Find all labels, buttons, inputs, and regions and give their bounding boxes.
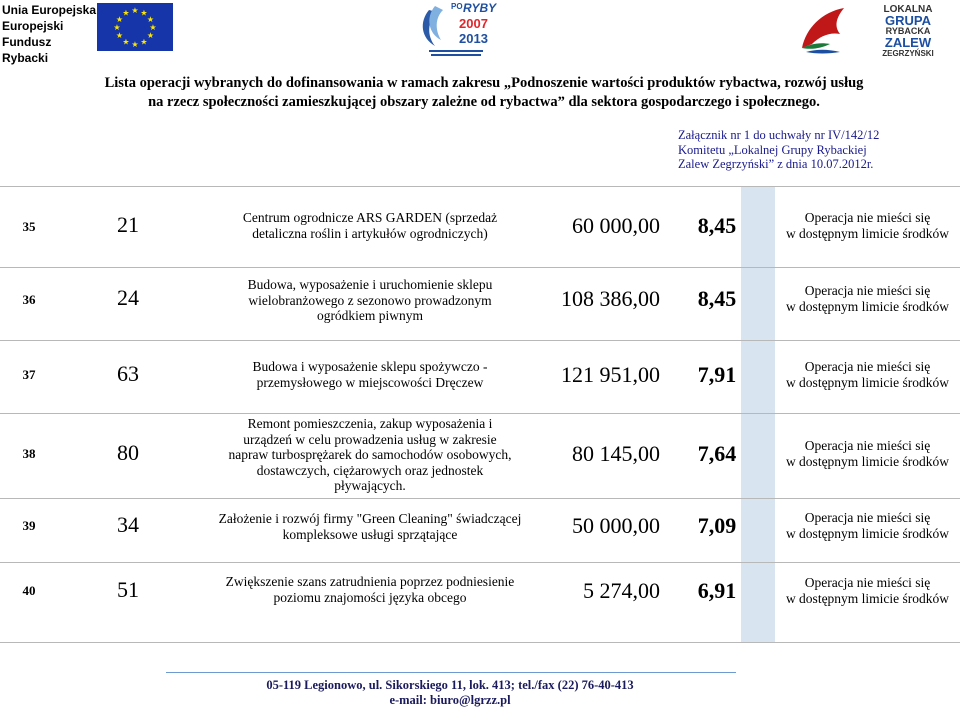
description-line: pływających. <box>334 478 406 493</box>
row-description <box>195 511 545 542</box>
status-line: w dostępnym limicie środków <box>785 526 950 541</box>
description-line: Zwiększenie szans zatrudnienia poprzez podniesienie <box>225 574 515 589</box>
po-ryby-po: PO <box>451 2 463 11</box>
status-line: w dostępnym limicie środków <box>785 226 950 241</box>
description-line: ogródkiem piwnym <box>316 308 424 323</box>
description-line: Założenie i rozwój firmy "Green Cleaning" świadczącej <box>218 511 522 526</box>
footer-email: e-mail: biuro@lgrzz.pl <box>389 693 511 707</box>
row-lp: 38 <box>22 446 36 461</box>
row-description <box>195 210 545 241</box>
footer-address: 05-119 Legionowo, ul. Sikorskiego 11, lok. 413; tel./fax (22) 76-40-413 <box>266 678 634 692</box>
svg-text:★: ★ <box>115 31 124 40</box>
description-line: przemysłowego w miejscowości Dręczew <box>256 374 484 390</box>
eu-fund-label <box>2 2 100 65</box>
po-ryby-year-end: 2013 <box>459 31 488 46</box>
row-application-number: 63 <box>117 361 139 386</box>
row-points: 7,91 <box>697 362 737 387</box>
row-status <box>775 359 960 391</box>
eu-flag-logo <box>97 3 173 51</box>
title-line-2: na rzecz społeczności zamieszkującej obszary zależne od rybactwa” dla sektora gospodarczego i społecznego. <box>148 94 820 110</box>
row-divider <box>0 642 960 643</box>
description-line: Remont pomieszczenia, zakup wyposażenia i <box>247 416 493 431</box>
description-line: wielobranżowego z sezonowo prowadzonym <box>248 292 492 308</box>
status-line: Operacja nie mieści się <box>804 510 931 525</box>
attachment-line-3: Zalew Zegrzyński” z dnia 10.07.2012r. <box>678 157 874 171</box>
status-line: w dostępnym limicie środków <box>785 299 950 314</box>
status-line: Operacja nie mieści się <box>804 283 931 298</box>
lgr-logo-text <box>858 4 958 58</box>
row-lp: 36 <box>22 292 36 307</box>
row-application-number: 24 <box>117 285 139 310</box>
attachment-line-1: Załącznik nr 1 do uchwały nr IV/142/12 <box>678 128 880 142</box>
svg-text:★: ★ <box>113 23 121 32</box>
row-amount: 5 274,00 <box>583 578 660 603</box>
po-ryby-year-start: 2007 <box>459 16 488 31</box>
points-column-shading <box>741 186 775 642</box>
title-line-1: Lista operacji wybranych do dofinansowania w ramach zakresu „Podnoszenie wartości produktów rybactwa, rozwój usług <box>104 75 864 91</box>
row-status <box>775 210 960 242</box>
svg-text:★: ★ <box>149 23 157 32</box>
eu-text-line-2: Europejski <box>2 19 64 33</box>
svg-text:★: ★ <box>140 8 148 18</box>
description-line: dostawczych, ciężarowych oraz jednostek <box>256 462 484 478</box>
description-line: poziomu znajomości języka obcego <box>273 589 467 605</box>
row-points: 6,91 <box>697 578 737 603</box>
row-points: 7,64 <box>697 441 737 466</box>
svg-text:★: ★ <box>131 40 139 49</box>
description-line: napraw turbosprężarek do samochodów osobowych, <box>228 447 512 462</box>
row-divider <box>0 186 960 187</box>
status-line: w dostępnym limicie środków <box>785 591 950 606</box>
row-application-number: 21 <box>117 212 139 237</box>
description-line: Budowa i wyposażenie sklepu spożywczo - <box>252 359 488 374</box>
status-line: w dostępnym limicie środków <box>785 375 950 390</box>
row-divider <box>0 562 960 563</box>
lgr-fish-logo <box>796 4 852 56</box>
row-status <box>775 575 960 607</box>
svg-text:★: ★ <box>140 37 148 47</box>
description-line: urządzeń w celu prowadzenia usług w zakresie <box>243 431 497 447</box>
row-lp: 40 <box>22 583 36 598</box>
po-ryby-brand: RYBY <box>463 1 497 15</box>
row-amount: 108 386,00 <box>561 286 660 311</box>
lgr-text-5: ZEGRZYŃSKI <box>882 49 934 58</box>
svg-text:★: ★ <box>122 8 130 18</box>
description-line: kompleksowe usługi sprzątające <box>282 526 458 542</box>
status-line: w dostępnym limicie środków <box>785 454 950 469</box>
row-amount: 121 951,00 <box>561 362 660 387</box>
row-description <box>195 359 545 390</box>
row-amount: 50 000,00 <box>572 513 660 538</box>
svg-text:★: ★ <box>122 37 130 47</box>
row-amount: 60 000,00 <box>572 213 660 238</box>
row-status <box>775 438 960 470</box>
description-line: Budowa, wyposażenie i uruchomienie sklepu <box>247 277 493 292</box>
row-application-number: 34 <box>117 512 139 537</box>
row-lp: 37 <box>22 367 36 382</box>
lgr-text-2: GRUPA <box>885 13 931 28</box>
status-line: Operacja nie mieści się <box>804 575 931 590</box>
lgr-text-3: RYBACKA <box>885 26 931 36</box>
row-points: 7,09 <box>697 513 737 538</box>
row-amount: 80 145,00 <box>572 441 660 466</box>
row-points: 8,45 <box>697 213 737 238</box>
row-divider <box>0 340 960 341</box>
row-description <box>195 574 545 605</box>
status-line: Operacja nie mieści się <box>804 359 931 374</box>
row-divider <box>0 267 960 268</box>
svg-text:★: ★ <box>146 15 155 24</box>
row-application-number: 51 <box>117 577 139 602</box>
lgr-text-1: LOKALNA <box>883 4 933 15</box>
lgr-text-4: ZALEW <box>884 35 932 50</box>
status-line: Operacja nie mieści się <box>804 438 931 453</box>
row-divider <box>0 413 960 414</box>
footer-divider <box>166 672 736 673</box>
svg-text:★: ★ <box>146 31 155 40</box>
eu-text-line-1: Unia Europejska <box>2 3 97 17</box>
row-points: 8,45 <box>697 286 737 311</box>
description-line: Centrum ogrodnicze ARS GARDEN (sprzedaż <box>242 210 498 225</box>
svg-text:★: ★ <box>115 15 124 24</box>
attachment-note <box>678 128 908 172</box>
row-status <box>775 283 960 315</box>
row-description <box>195 416 545 494</box>
svg-text:★: ★ <box>131 6 139 15</box>
row-description <box>195 277 545 324</box>
status-line: Operacja nie mieści się <box>804 210 931 225</box>
row-divider <box>0 498 960 499</box>
attachment-line-2: Komitetu „Lokalnej Grupy Rybackiej <box>678 142 867 157</box>
po-ryby-logo <box>415 0 499 58</box>
eu-text-line-3: Fundusz Rybacki <box>2 35 52 65</box>
row-lp: 39 <box>22 518 36 533</box>
document-title <box>14 74 954 112</box>
description-line: detaliczna roślin i artykułów ogrodniczych) <box>252 225 488 241</box>
row-application-number: 80 <box>117 440 139 465</box>
row-lp: 35 <box>22 219 36 234</box>
row-status <box>775 510 960 542</box>
